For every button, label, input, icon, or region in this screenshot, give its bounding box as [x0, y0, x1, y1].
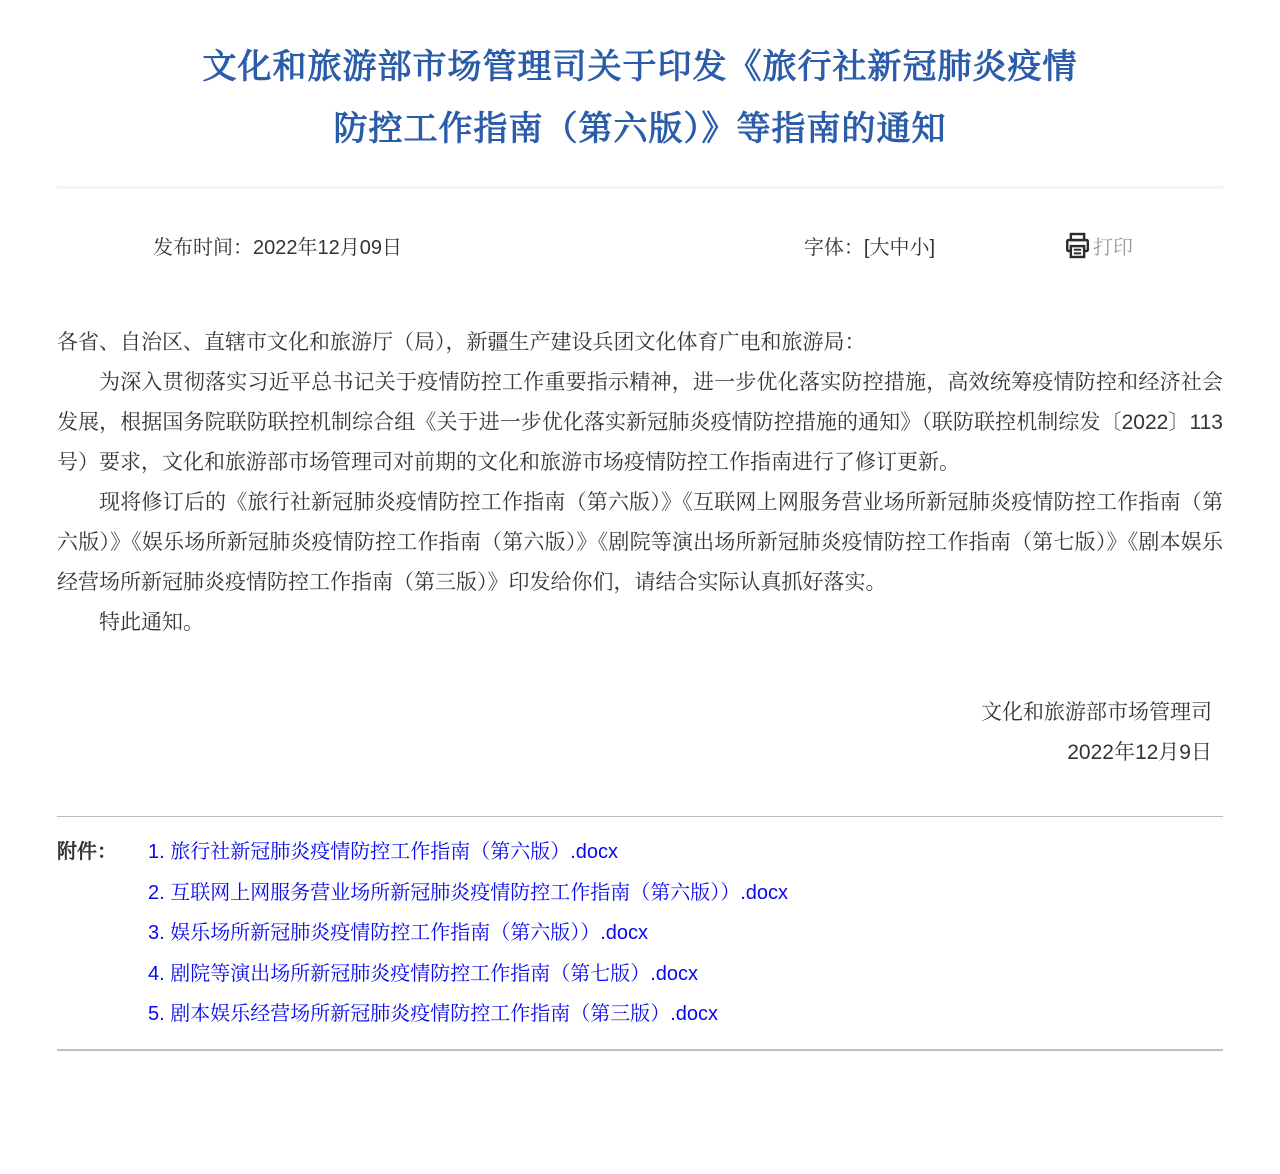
attachments-label: 附件：: [57, 841, 117, 863]
attachments-section: [57, 832, 1223, 1035]
publish-time-value: 2022年12月09日: [253, 236, 402, 259]
publish-time-label: 发布时间：: [153, 236, 253, 259]
body-paragraph-1: 为深入贯彻落实习近平总书记关于疫情防控工作重要指示精神，进一步优化落实防控措施，高效统筹疫情防控和经济社会发展，根据国务院联防联控机制综合组《关于进一步优化落实新冠肺炎疫情防控措施的通知》（联防联控机制综发〔2022〕113号）要求，文化和旅游部市场管理司对前期的文化和旅游市场疫情防控工作指南进行了修订更新。: [57, 371, 1223, 474]
meta-bar: [57, 225, 1223, 265]
signature-block: [57, 693, 1223, 773]
attachment-link-4[interactable]: 4. 剧院等演出场所新冠肺炎疫情防控工作指南（第七版）.docx: [148, 962, 699, 985]
page-title-line-2: 防控工作指南（第六版）》等指南的通知: [333, 110, 947, 148]
font-size-bracket-open: [: [863, 236, 870, 259]
page-title: [57, 0, 1223, 160]
page-title-line-1: 文化和旅游部市场管理司关于印发《旅行社新冠肺炎疫情: [202, 48, 1078, 86]
attachments-divider: [57, 816, 1223, 817]
bottom-divider: [57, 1049, 1223, 1051]
font-size-medium-button[interactable]: 中: [889, 236, 910, 259]
attachment-link-5[interactable]: 5. 剧本娱乐经营场所新冠肺炎疫情防控工作指南（第三版）.docx: [148, 1003, 719, 1025]
body-paragraph-2: 现将修订后的《旅行社新冠肺炎疫情防控工作指南（第六版）》《互联网上网服务营业场所新冠肺炎疫情防控工作指南（第六版）》《娱乐场所新冠肺炎疫情防控工作指南（第六版）》《剧院等演出场所新冠肺炎疫情防控工作指南（第七版）》《剧本娱乐经营场所新冠肺炎疫情防控工作指南（第三版）》印发给你们，请结合实际认真抓好落实。: [57, 491, 1223, 594]
signature-org: 文化和旅游部市场管理司: [981, 701, 1212, 724]
signature-date: 2022年12月9日: [1067, 741, 1212, 764]
title-divider: [57, 186, 1223, 189]
notice-body: [57, 323, 1223, 643]
font-size-selector: [804, 231, 935, 260]
font-size-label: 字体：: [803, 236, 864, 259]
print-button[interactable]: [1063, 231, 1133, 260]
attachments-list: [148, 832, 1223, 1035]
attachment-link-3[interactable]: 3. 娱乐场所新冠肺炎疫情防控工作指南（第六版））.docx: [148, 922, 649, 944]
attachment-link-2[interactable]: 2. 互联网上网服务营业场所新冠肺炎疫情防控工作指南（第六版））.docx: [148, 881, 789, 904]
print-button-label: 打印: [1093, 236, 1133, 259]
notice-page: [57, 0, 1223, 1051]
font-size-small-button[interactable]: 小: [909, 236, 930, 259]
salutation-paragraph: 各省、自治区、直辖市文化和旅游厅（局），新疆生产建设兵团文化体育广电和旅游局：: [57, 331, 866, 354]
closing-paragraph: 特此通知。: [99, 611, 204, 634]
font-size-large-button[interactable]: 大: [869, 236, 890, 259]
publish-time: [153, 231, 402, 260]
font-size-bracket-close: ]: [929, 236, 935, 259]
printer-icon: [1063, 231, 1093, 260]
attachment-link-1[interactable]: 1. 旅行社新冠肺炎疫情防控工作指南（第六版）.docx: [148, 841, 619, 863]
